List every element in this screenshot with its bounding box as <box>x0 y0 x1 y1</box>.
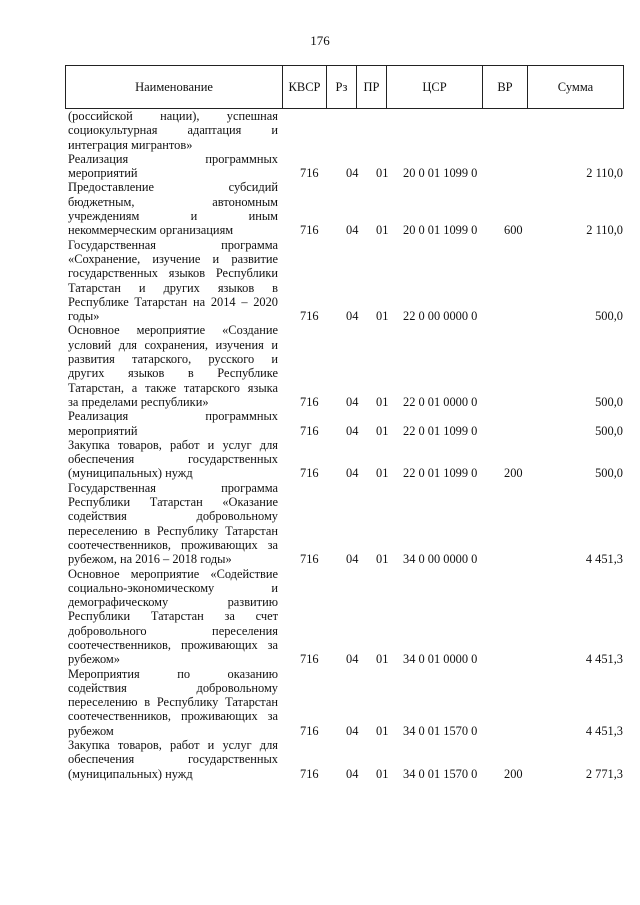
row-name <box>68 409 278 438</box>
row-name-line: обеспечения государственных <box>68 752 278 767</box>
header-sum: Сумма <box>557 79 594 94</box>
cell-kvsr: 716 <box>300 552 319 567</box>
table-row <box>68 738 628 781</box>
cell-kvsr: 716 <box>300 423 319 438</box>
cell-rz: 04 <box>346 766 359 781</box>
table-header <box>65 65 624 109</box>
cell-csr: 34 0 01 1570 0 <box>403 723 478 738</box>
row-name-line: рубежом, на 2016 – 2018 годы» <box>68 552 232 567</box>
table-row <box>68 180 628 237</box>
cell-pr: 01 <box>376 394 389 409</box>
row-name-line: Основное мероприятие «Создание <box>68 323 278 338</box>
cell-kvsr: 716 <box>300 652 319 667</box>
row-name-line: (муниципальных) нужд <box>68 466 193 481</box>
cell-csr: 34 0 00 0000 0 <box>403 552 478 567</box>
cell-sum: 4 451,3 <box>585 552 623 567</box>
row-name-line: соотечественников, проживающих за <box>68 537 278 552</box>
cell-sum: 2 771,3 <box>585 766 623 781</box>
header-kvsr: КВСР <box>283 66 327 108</box>
table-row <box>68 109 628 152</box>
table-body <box>68 109 628 781</box>
cell-kvsr: 716 <box>300 309 319 324</box>
row-name-line: обеспечения государственных <box>68 452 278 467</box>
cell-rz: 04 <box>346 166 359 181</box>
cell-sum: 4 451,3 <box>585 652 623 667</box>
table-row <box>68 409 628 438</box>
row-name-line: государственных языков Республики <box>68 266 278 281</box>
row-name-line: Мероприятия по оказанию <box>68 666 278 681</box>
table-row <box>68 567 628 667</box>
row-name-line: Республики Татарстан «Оказание <box>68 495 278 510</box>
cell-csr: 22 0 00 0000 0 <box>403 309 478 324</box>
cell-csr: 20 0 01 1099 0 <box>403 223 478 238</box>
row-name-line: Предоставление субсидий <box>68 180 278 195</box>
table-row <box>68 667 628 738</box>
cell-kvsr: 716 <box>300 166 319 181</box>
table-row <box>68 152 628 181</box>
page-number: 176 <box>310 33 330 48</box>
cell-csr: 34 0 01 0000 0 <box>403 652 478 667</box>
cell-rz: 04 <box>346 223 359 238</box>
cell-pr: 01 <box>376 766 389 781</box>
row-name-line: некоммерческим организациям <box>68 223 234 238</box>
row-name-line: социально-экономическому и <box>68 580 278 595</box>
cell-rz: 04 <box>346 652 359 667</box>
row-name-line: соотечественников, проживающих за <box>68 637 278 652</box>
row-name-line: Государственная программа <box>68 480 278 495</box>
cell-pr: 01 <box>376 166 389 181</box>
row-name <box>68 323 278 409</box>
cell-sum: 500,0 <box>595 309 623 324</box>
cell-rz: 04 <box>346 309 359 324</box>
row-name-line: содействия добровольному <box>68 509 278 524</box>
cell-kvsr: 716 <box>300 394 319 409</box>
cell-pr: 01 <box>376 552 389 567</box>
row-name-line: Татарстан, а также татарского языка <box>68 380 278 395</box>
row-name-line: других языков в Республике <box>68 366 278 381</box>
row-name <box>68 238 278 324</box>
row-name <box>68 180 278 237</box>
row-name-line: мероприятий <box>68 166 138 181</box>
cell-csr: 20 0 01 1099 0 <box>403 166 478 181</box>
cell-pr: 01 <box>376 223 389 238</box>
cell-kvsr: 716 <box>300 466 319 481</box>
cell-sum: 500,0 <box>595 423 623 438</box>
row-name-line: (российской нации), успешная <box>68 109 278 123</box>
row-name-line: Республики Татарстан за счет <box>68 609 278 624</box>
row-name <box>68 481 278 567</box>
cell-csr: 22 0 01 0000 0 <box>403 394 478 409</box>
cell-kvsr: 716 <box>300 723 319 738</box>
row-name-line: рубежом <box>68 723 114 738</box>
cell-sum: 2 110,0 <box>586 166 623 181</box>
cell-kvsr: 716 <box>300 223 319 238</box>
cell-pr: 01 <box>376 466 389 481</box>
row-name-line: рубежом» <box>68 652 120 667</box>
header-rz: Рз <box>327 66 357 108</box>
cell-vr: 200 <box>504 466 523 481</box>
row-name <box>68 109 278 152</box>
header-pr: ПР <box>357 66 387 108</box>
row-name-line: годы» <box>68 309 100 324</box>
cell-csr: 22 0 01 1099 0 <box>403 423 478 438</box>
cell-rz: 04 <box>346 723 359 738</box>
header-name: Наименование <box>66 66 283 108</box>
row-name-line: переселению в Республику Татарстан <box>68 523 278 538</box>
row-name-line: мероприятий <box>68 423 138 438</box>
row-name-line: за пределами республики» <box>68 394 209 409</box>
row-name <box>68 152 278 181</box>
cell-sum: 500,0 <box>595 466 623 481</box>
table-row <box>68 238 628 324</box>
cell-csr: 34 0 01 1570 0 <box>403 766 478 781</box>
cell-vr: 600 <box>504 223 523 238</box>
cell-sum: 2 110,0 <box>586 223 623 238</box>
row-name-line: Закупка товаров, работ и услуг для <box>68 437 278 452</box>
row-name-line: Реализация программных <box>68 409 278 424</box>
cell-kvsr: 716 <box>300 766 319 781</box>
table-row <box>68 481 628 567</box>
row-name-line: условий для сохранения, изучения и <box>68 337 278 352</box>
row-name-line: интеграция мигрантов» <box>68 137 193 152</box>
row-name-line: Закупка товаров, работ и услуг для <box>68 738 278 753</box>
row-name-line: добровольного переселения <box>68 623 278 638</box>
cell-rz: 04 <box>346 394 359 409</box>
cell-pr: 01 <box>376 309 389 324</box>
row-name-line: Республике Татарстан на 2014 – 2020 <box>68 294 278 309</box>
row-name-line: содействия добровольному <box>68 680 278 695</box>
cell-sum: 4 451,3 <box>585 723 623 738</box>
cell-rz: 04 <box>346 423 359 438</box>
row-name <box>68 667 278 738</box>
row-name-line: соотечественников, проживающих за <box>68 709 278 724</box>
row-name-line: Реализация программных <box>68 151 278 166</box>
cell-csr: 22 0 01 1099 0 <box>403 466 478 481</box>
row-name-line: Государственная программа <box>68 237 278 252</box>
row-name-line: Основное мероприятие «Содействие <box>68 566 278 581</box>
cell-rz: 04 <box>346 466 359 481</box>
row-name <box>68 567 278 667</box>
row-name-line: учреждениям и иным <box>68 209 278 224</box>
header-csr: ЦСР <box>387 66 483 108</box>
row-name-line: переселению в Республику Татарстан <box>68 695 278 710</box>
row-name-line: развития татарского, русского и <box>68 352 278 367</box>
table-row <box>68 438 628 481</box>
row-name-line: «Сохранение, изучение и развитие <box>68 251 278 266</box>
cell-rz: 04 <box>346 552 359 567</box>
cell-pr: 01 <box>376 423 389 438</box>
header-vr: ВР <box>483 66 528 108</box>
row-name-line: (муниципальных) нужд <box>68 766 193 781</box>
row-name-line: бюджетным, автономным <box>68 194 278 209</box>
cell-pr: 01 <box>376 652 389 667</box>
table-row <box>68 323 628 409</box>
row-name-line: демографическому развитию <box>68 595 278 610</box>
cell-sum: 500,0 <box>595 394 623 409</box>
cell-pr: 01 <box>376 723 389 738</box>
row-name-line: социокультурная адаптация и <box>68 123 278 138</box>
row-name <box>68 738 278 781</box>
row-name-line: Татарстан и других языков в <box>68 280 278 295</box>
row-name <box>68 438 278 481</box>
cell-vr: 200 <box>504 766 523 781</box>
